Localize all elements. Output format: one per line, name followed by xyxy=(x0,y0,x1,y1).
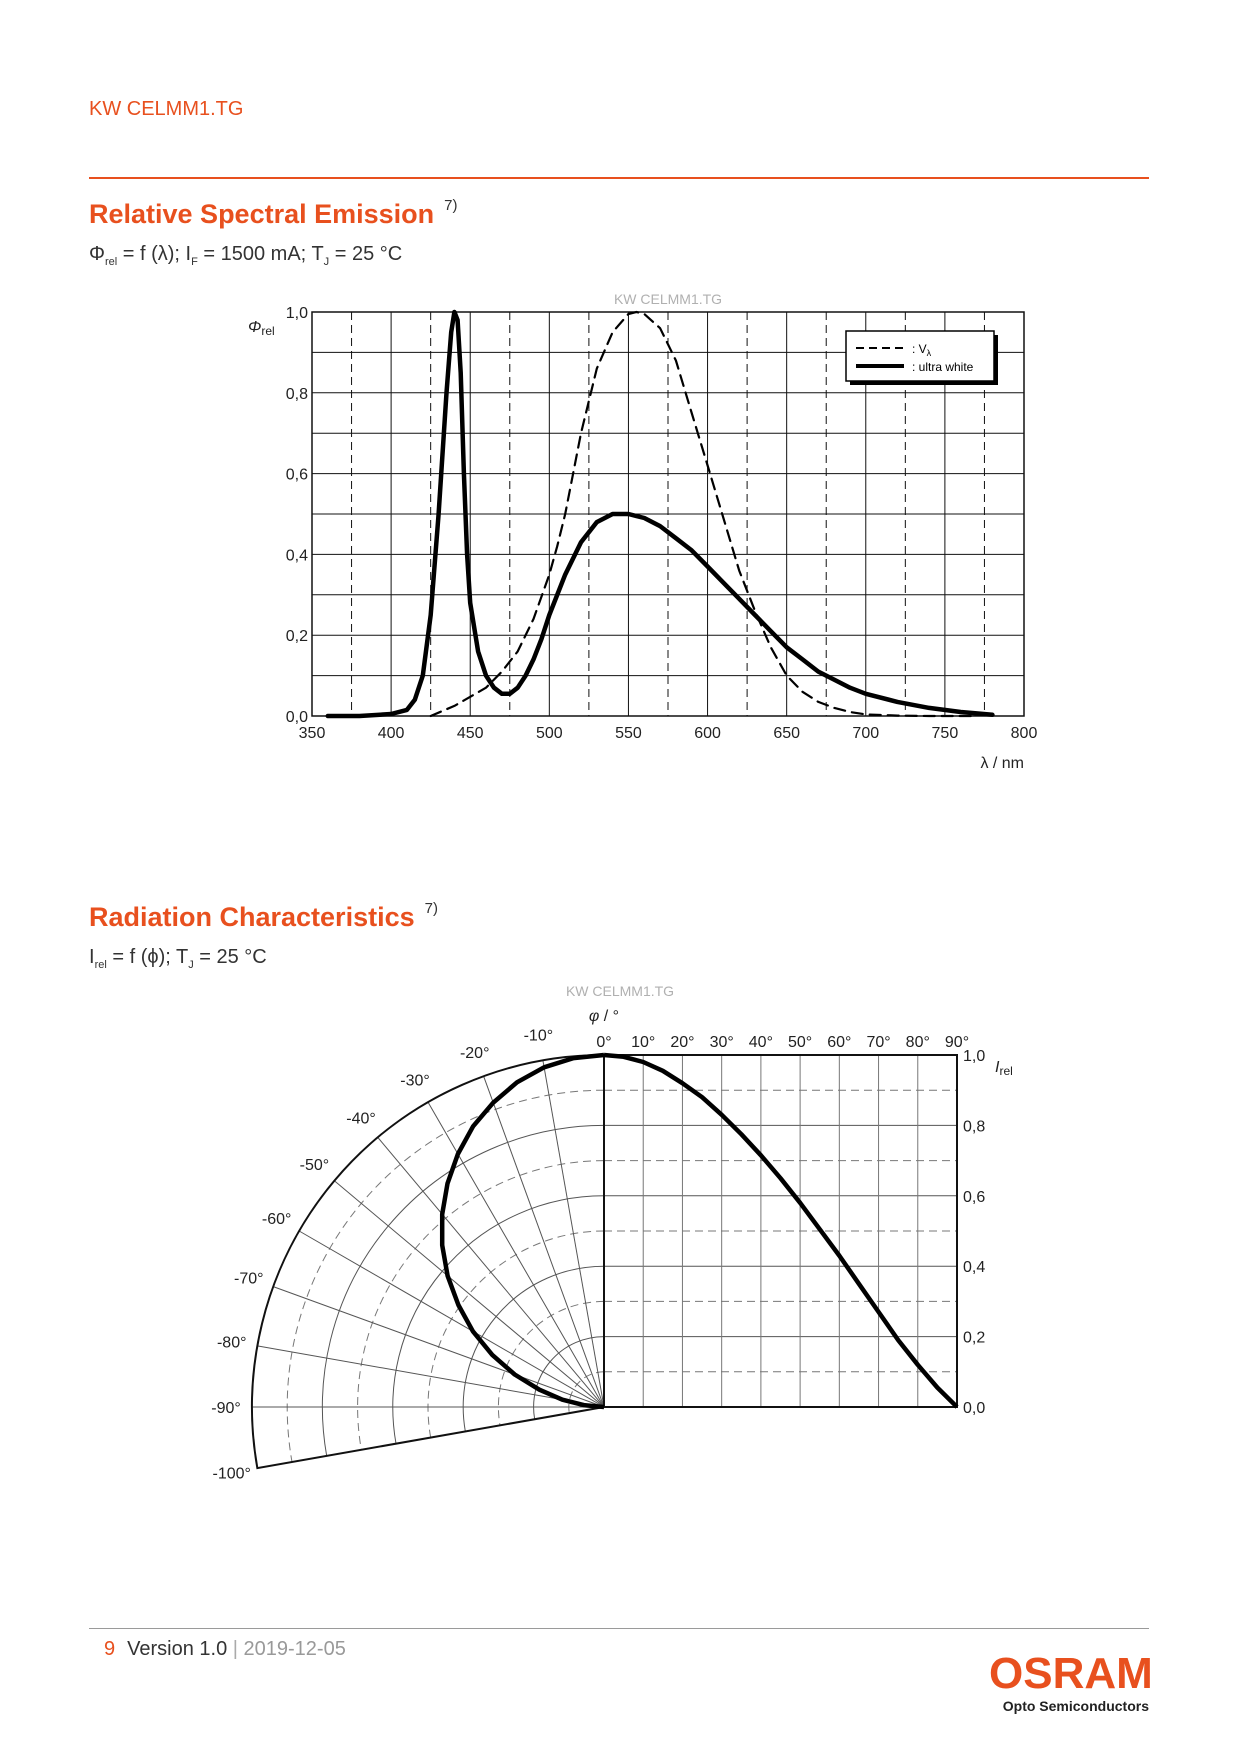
spectral-ytick: 0,2 xyxy=(285,628,308,646)
spectral-xtick: 650 xyxy=(773,725,801,742)
polar-tick: -40° xyxy=(346,1110,376,1128)
spectral-xtick: 550 xyxy=(615,725,642,742)
rsub-rel: rel xyxy=(94,959,107,971)
spectral-footnote: 7) xyxy=(444,197,458,214)
legend-label: : ultra white xyxy=(912,360,974,374)
spectral-xtick: 750 xyxy=(931,725,959,742)
rsub-mid: = f (ϕ); T xyxy=(106,946,189,968)
radiation-phi-label: φ / ° xyxy=(588,1008,620,1025)
radiation-footnote: 7) xyxy=(424,900,438,917)
polar-tick: -70° xyxy=(234,1270,264,1288)
polar-tick: -10° xyxy=(523,1027,554,1045)
cart-ytick: 1,0 xyxy=(963,1048,986,1065)
polar-tick: -60° xyxy=(261,1211,292,1228)
polar-tick: -90° xyxy=(211,1400,241,1417)
cart-xtick: 70° xyxy=(866,1034,891,1051)
sub-mid1: = f (λ); I xyxy=(117,243,192,265)
polar-spoke xyxy=(334,1181,604,1407)
cart-xtick: 0° xyxy=(596,1034,612,1051)
cart-xtick: 50° xyxy=(788,1034,813,1051)
spectral-xtick: 350 xyxy=(298,725,326,742)
radiation-title-text: Radiation Characteristics xyxy=(89,902,415,932)
spectral-ylabel: Φrel xyxy=(248,319,275,338)
cart-xtick: 30° xyxy=(709,1034,734,1051)
polar-tick: -100° xyxy=(212,1465,251,1483)
polar-tick: -30° xyxy=(400,1072,430,1090)
irel-curve-polar xyxy=(442,1055,604,1407)
page-number: 9 xyxy=(104,1638,116,1660)
footer-rule xyxy=(89,1628,1149,1629)
cart-xtick: 60° xyxy=(827,1034,852,1051)
logo-brand: OSRAM xyxy=(989,1649,1153,1698)
part-number: KW CELMM1.TG xyxy=(89,98,244,120)
spectral-watermark: KW CELMM1.TG xyxy=(613,291,723,307)
sub-F: F xyxy=(191,256,198,268)
rsub-I: I xyxy=(89,946,95,968)
spectral-ytick: 0,8 xyxy=(285,385,308,403)
logo-division: Opto Semiconductors xyxy=(1002,1698,1149,1714)
cart-xtick: 10° xyxy=(631,1034,656,1051)
cart-xtick: 80° xyxy=(905,1034,930,1051)
polar-tick: -20° xyxy=(459,1044,490,1062)
sub-mid2: = 1500 mA; T xyxy=(197,243,324,265)
irel-label: Irel xyxy=(995,1059,1013,1078)
cart-ytick: 0,0 xyxy=(963,1400,986,1417)
rsub-end: = 25 °C xyxy=(193,946,267,968)
spectral-xtick: 500 xyxy=(535,725,563,742)
footer-date: 2019-12-05 xyxy=(243,1638,346,1660)
sub-end: = 25 °C xyxy=(329,243,403,265)
spectral-xtick: 800 xyxy=(1010,725,1038,742)
spectral-ytick: 1,0 xyxy=(285,305,308,322)
cart-ytick: 0,6 xyxy=(963,1188,986,1206)
radiation-watermark: KW CELMM1.TG xyxy=(565,983,675,999)
osram-logo xyxy=(989,1649,1153,1714)
footer xyxy=(104,1638,346,1661)
cart-xtick: 90° xyxy=(944,1034,970,1051)
spectral-xlabel: λ / nm xyxy=(980,755,1024,772)
spectral-title-text: Relative Spectral Emission xyxy=(89,199,435,229)
spectral-xtick: 400 xyxy=(377,725,405,742)
polar-spoke xyxy=(378,1137,604,1407)
cart-ytick: 0,4 xyxy=(963,1259,986,1277)
footer-separator: | xyxy=(232,1638,238,1660)
spectral-ytick: 0,4 xyxy=(285,547,308,565)
cart-ytick: 0,8 xyxy=(963,1118,986,1136)
spectral-xtick: 700 xyxy=(852,725,880,742)
cart-xtick: 20° xyxy=(670,1034,695,1051)
legend-label: : $V_\lambda$ xyxy=(912,342,932,358)
polar-tick: -50° xyxy=(299,1157,330,1175)
rsub-J: J xyxy=(188,959,194,971)
cart-ytick: 0,2 xyxy=(963,1329,986,1347)
spectral-xtick: 600 xyxy=(694,725,721,742)
spectral-ytick: 0,0 xyxy=(285,709,308,726)
spectral-xtick: 450 xyxy=(456,725,484,742)
version: Version 1.0 xyxy=(127,1638,228,1660)
polar-tick: -80° xyxy=(216,1334,247,1352)
sub-rel: rel xyxy=(104,256,118,268)
sub-phi: Φ xyxy=(89,243,105,265)
cart-xtick: 40° xyxy=(748,1034,773,1051)
spectral-ytick: 0,6 xyxy=(285,466,308,484)
sub-J: J xyxy=(323,256,330,268)
